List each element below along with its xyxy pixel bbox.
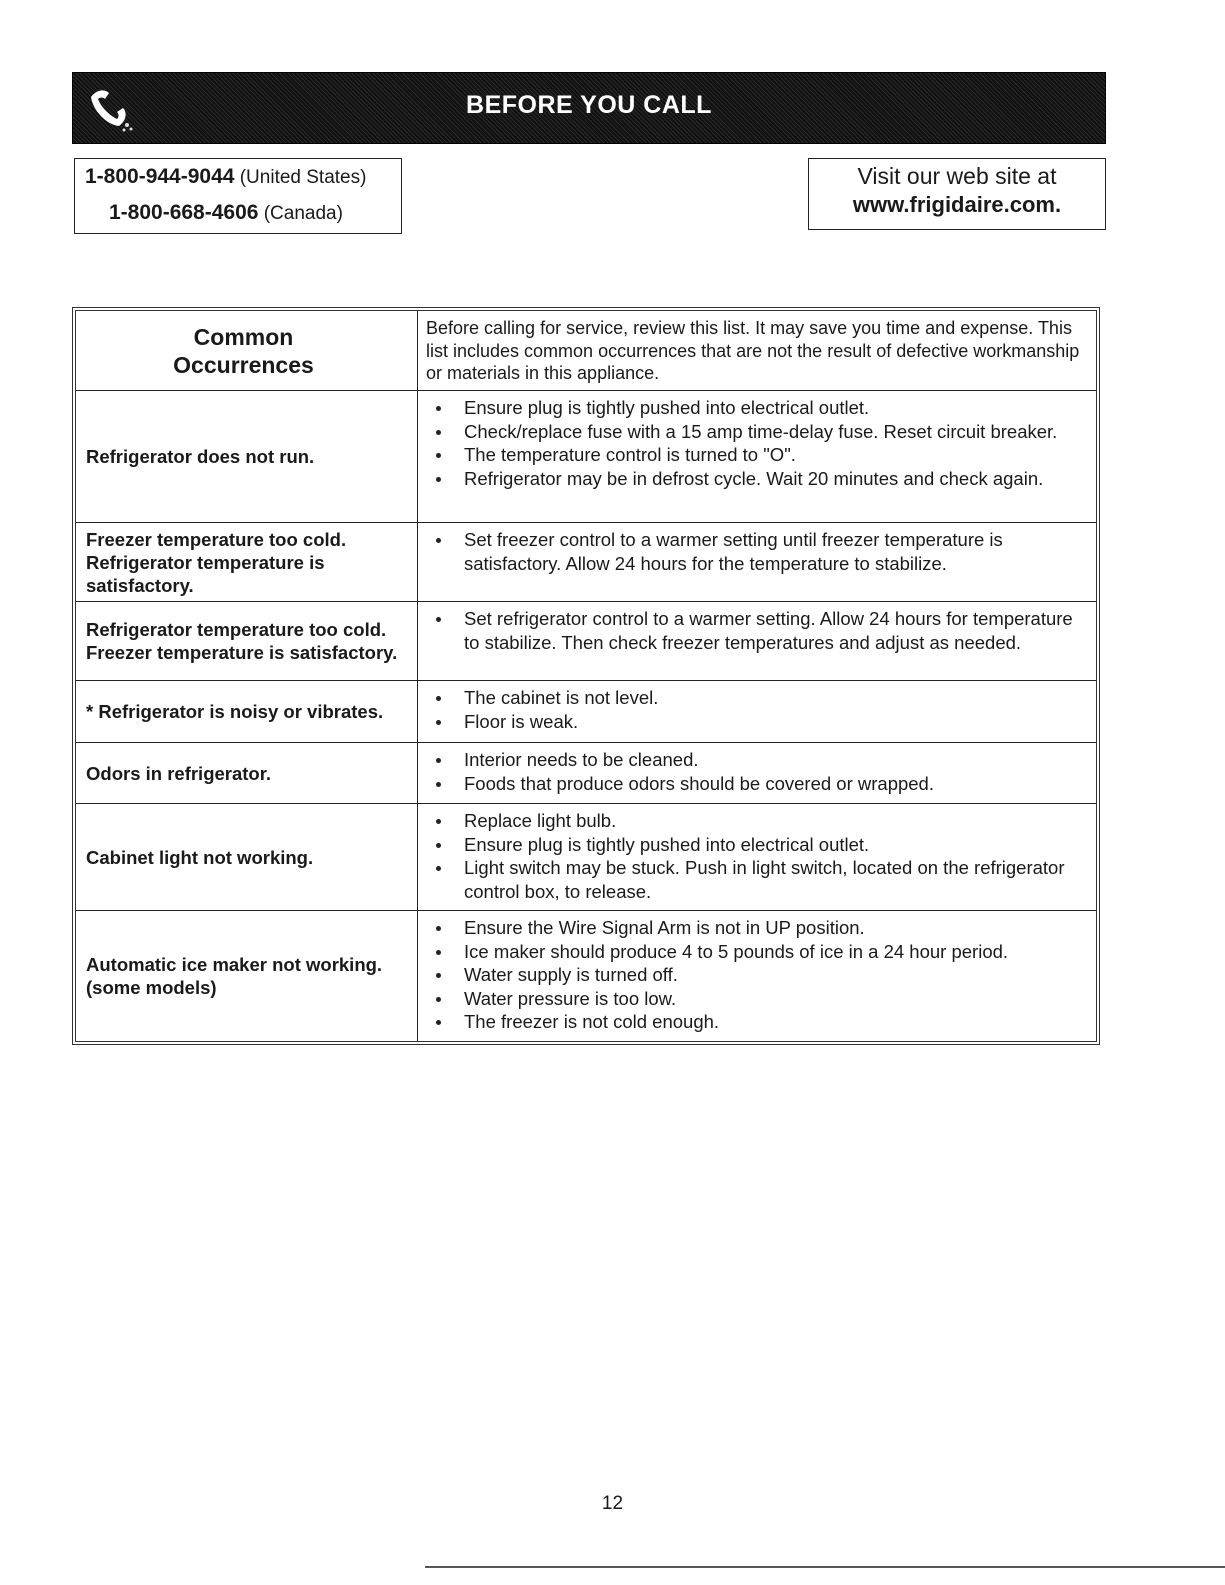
solution-item: Ensure plug is tightly pushed into electrical outlet. (426, 833, 1090, 857)
phone-us-label: (United States) (239, 167, 367, 188)
problem-cell (76, 602, 418, 680)
solutions-cell (426, 743, 1090, 803)
problem-label: Refrigerator does not run. (86, 446, 315, 467)
solution-item: Check/replace fuse with a 15 amp time-delay fuse. Reset circuit breaker. (426, 420, 1090, 444)
solutions-cell (426, 602, 1090, 680)
solution-item: Interior needs to be cleaned. (426, 748, 1090, 772)
website-link[interactable]: www.frigidaire.com. (852, 192, 1062, 217)
problem-label: Refrigerator temperature too cold. Freezer temperature is satisfactory. (86, 619, 398, 663)
problem-label: Odors in refrigerator. (86, 762, 272, 784)
phone-canada-label: (Canada) (263, 203, 343, 224)
solution-item: Water pressure is too low. (426, 987, 1090, 1011)
table-row (76, 523, 1096, 602)
solutions-cell (426, 804, 1090, 910)
solution-item: Replace light bulb. (426, 809, 1090, 833)
solution-item: Ensure plug is tightly pushed into electrical outlet. (426, 396, 1090, 420)
problem-label: Cabinet light not working. (86, 846, 314, 868)
problem-cell (76, 911, 418, 1041)
phone-canada (109, 201, 343, 225)
page-number: 12 (601, 1493, 624, 1514)
troubleshooting-table (72, 307, 1100, 1045)
problem-cell (76, 804, 418, 910)
solution-item: Water supply is turned off. (426, 963, 1090, 987)
table-row (76, 743, 1096, 804)
problem-label: Automatic ice maker not working. (some models) (86, 954, 383, 998)
table-row (76, 804, 1096, 911)
solution-item: Light switch may be stuck. Push in light switch, located on the refrigerator control box, to release. (426, 856, 1090, 903)
solution-item: The freezer is not cold enough. (426, 1010, 1090, 1034)
problem-cell (76, 391, 418, 522)
solution-item: Ensure the Wire Signal Arm is not in UP position. (426, 916, 1090, 940)
solution-item: Foods that produce odors should be covered or wrapped. (426, 772, 1090, 796)
solution-item: The cabinet is not level. (426, 686, 1090, 710)
solution-item: Refrigerator may be in defrost cycle. Wait 20 minutes and check again. (426, 467, 1090, 491)
page-title: BEFORE YOU CALL (466, 91, 712, 119)
table-intro-text: Before calling for service, review this list. It may save you time and expense. This list includes common occurrences that are not the result of defective workmanship or materials in this appliance. (426, 318, 1080, 383)
solutions-cell (426, 911, 1090, 1041)
bottom-divider (425, 1566, 1225, 1568)
solution-item: Ice maker should produce 4 to 5 pounds of ice in a 24 hour period. (426, 940, 1090, 964)
phone-canada-number[interactable]: 1-800-668-4606 (109, 201, 259, 224)
website-box (808, 158, 1106, 230)
problem-cell (76, 743, 418, 803)
solutions-cell (426, 391, 1090, 522)
website-caption: Visit our web site at (857, 163, 1057, 189)
table-header-row (76, 311, 1096, 391)
solution-item: Floor is weak. (426, 710, 1090, 734)
phone-numbers-box (74, 158, 402, 234)
problem-label: * Refrigerator is noisy or vibrates. (86, 701, 384, 722)
header-title-line2: Occurrences (173, 351, 314, 378)
solutions-cell (426, 681, 1090, 742)
table-row (76, 911, 1096, 1041)
solution-item: Set freezer control to a warmer setting until freezer temperature is satisfactory. Allow 24 hours for the temperature to stabilize. (426, 528, 1090, 575)
header-banner (72, 72, 1106, 144)
table-header-cell (76, 311, 418, 390)
solution-item: The temperature control is turned to "O". (426, 443, 1090, 467)
table-row (76, 681, 1096, 743)
phone-us (85, 165, 366, 189)
solution-item: Set refrigerator control to a warmer setting. Allow 24 hours for temperature to stabilize. Then check freezer temperatures and adjust as needed. (426, 607, 1090, 654)
table-row (76, 391, 1096, 523)
table-row (76, 602, 1096, 681)
problem-label: Freezer temperature too cold. Refrigerator temperature is satisfactory. (86, 528, 347, 596)
header-title-line1: Common (193, 323, 294, 350)
problem-cell (76, 523, 418, 601)
problem-cell (76, 681, 418, 742)
solutions-cell (426, 523, 1090, 601)
phone-us-number[interactable]: 1-800-944-9044 (85, 165, 235, 188)
